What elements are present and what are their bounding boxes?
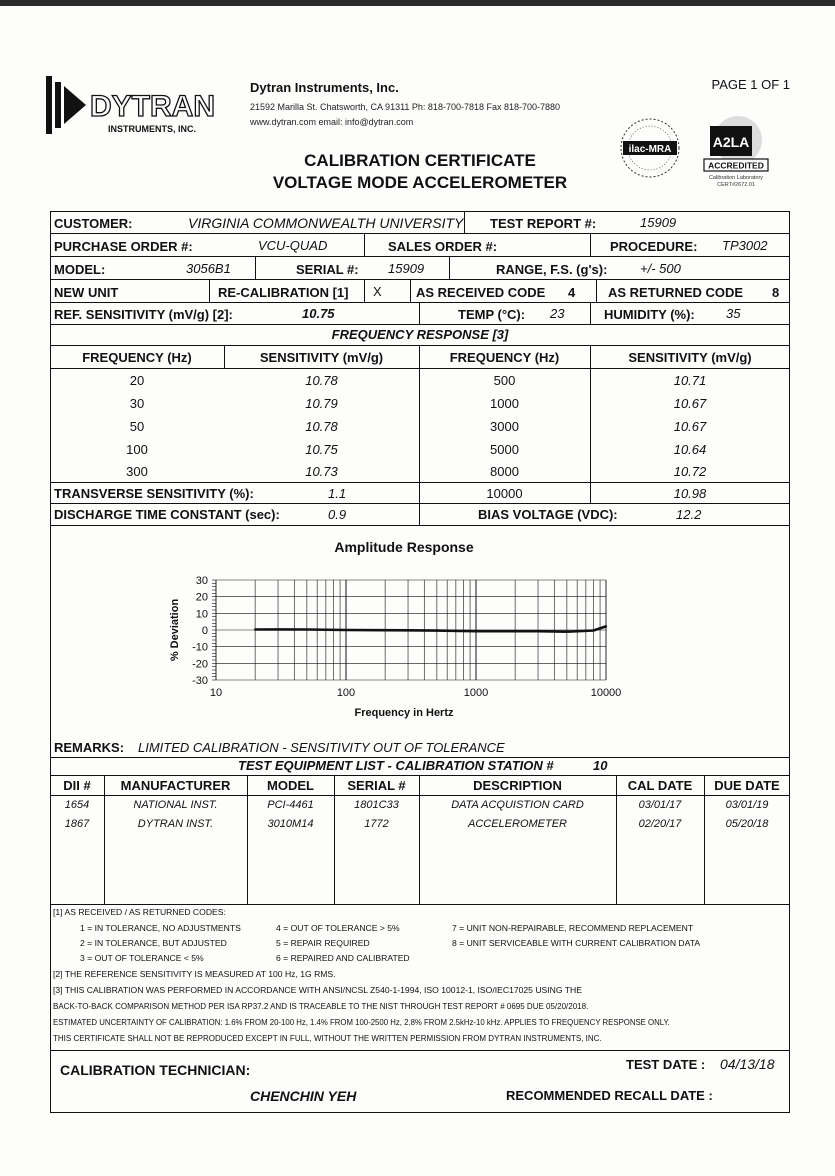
web-email-line: www.dytran.com email: info@dytran.com bbox=[250, 117, 414, 127]
rule bbox=[50, 345, 790, 346]
remarks-label: REMARKS: bbox=[54, 740, 125, 755]
freq-cell: 5000 bbox=[490, 442, 519, 457]
as-returned-value: 8 bbox=[772, 285, 780, 300]
freq-cell: 1000 bbox=[490, 396, 519, 411]
equip-header: DII # bbox=[63, 778, 91, 793]
freq-cell: 500 bbox=[493, 373, 516, 388]
equip-header: MANUFACTURER bbox=[120, 778, 231, 793]
rule bbox=[50, 503, 790, 504]
code-7: 7 = UNIT NON-REPAIRABLE, RECOMMEND REPLACEMENT bbox=[452, 923, 694, 933]
temp-label: TEMP (°C): bbox=[458, 307, 526, 322]
equip-cell: 1801C33 bbox=[354, 799, 399, 811]
equip-header: DUE DATE bbox=[714, 778, 780, 793]
freq-header-1: FREQUENCY (Hz) bbox=[82, 350, 192, 365]
y-tick-label: 10 bbox=[195, 608, 208, 621]
y-tick-label: 20 bbox=[195, 591, 208, 604]
bias-value: 12.2 bbox=[676, 507, 702, 522]
deviation-point bbox=[306, 628, 308, 630]
deviation-point bbox=[475, 630, 477, 632]
equip-cell: PCI-4461 bbox=[267, 799, 314, 811]
deviation-point bbox=[605, 625, 607, 627]
x-tick-label: 10 bbox=[209, 687, 223, 699]
as-received-value: 4 bbox=[568, 285, 576, 300]
model-value: 3056B1 bbox=[186, 261, 231, 276]
sens-cell: 10.78 bbox=[305, 419, 338, 434]
company-name: Dytran Instruments, Inc. bbox=[250, 80, 399, 95]
freq-cell: 8000 bbox=[490, 464, 519, 479]
discharge-label: DISCHARGE TIME CONSTANT (sec): bbox=[54, 507, 280, 522]
sens-cell: 10.73 bbox=[305, 464, 338, 479]
rule bbox=[50, 302, 790, 303]
rule bbox=[50, 795, 790, 796]
x-tick-label: 1000 bbox=[463, 687, 489, 699]
equipment-title: TEST EQUIPMENT LIST - CALIBRATION STATION # bbox=[238, 758, 554, 773]
logo-wordmark: DYTRAN bbox=[90, 90, 215, 123]
y-axis-label: % Deviation bbox=[169, 598, 181, 662]
technician-name: CHENCHIN YEH bbox=[250, 1088, 357, 1104]
equip-cell: 03/01/17 bbox=[638, 799, 682, 811]
sens-cell: 10.98 bbox=[673, 486, 707, 501]
rule bbox=[50, 904, 790, 905]
note-4: THIS CERTIFICATE SHALL NOT BE REPRODUCED EXCEPT IN FULL, WITHOUT THE WRITTEN PERMISSION FROM DYTRAN INSTRUMENTS, INC. bbox=[53, 1034, 602, 1043]
test-report-value: 15909 bbox=[640, 215, 677, 230]
discharge-value: 0.9 bbox=[328, 507, 347, 522]
code-4: 4 = OUT OF TOLERANCE > 5% bbox=[276, 923, 400, 933]
title-line-2: VOLTAGE MODE ACCELEROMETER bbox=[272, 173, 568, 192]
freq-cell: 3000 bbox=[490, 419, 519, 434]
equip-cell: 02/20/17 bbox=[638, 818, 682, 830]
code-6: 6 = REPAIRED AND CALIBRATED bbox=[276, 953, 410, 963]
transverse-value: 1.1 bbox=[328, 486, 347, 501]
page-number: PAGE 1 OF 1 bbox=[711, 77, 790, 92]
deviation-point bbox=[566, 631, 568, 633]
rule bbox=[50, 368, 790, 369]
freq-cell: 30 bbox=[129, 396, 145, 411]
company-address bbox=[250, 100, 560, 130]
customer-label: CUSTOMER: bbox=[54, 216, 133, 231]
equip-header: DESCRIPTION bbox=[473, 778, 562, 793]
rule bbox=[50, 324, 790, 325]
equip-cell: 03/01/19 bbox=[725, 799, 769, 811]
freq-cell: 300 bbox=[126, 464, 148, 479]
sens-cell: 10.71 bbox=[673, 373, 707, 388]
test-date-label: TEST DATE : bbox=[626, 1057, 706, 1072]
serial-value: 15909 bbox=[388, 261, 425, 276]
title-line-1: CALIBRATION CERTIFICATE bbox=[304, 151, 536, 170]
deviation-point bbox=[436, 629, 438, 631]
x-tick-label: 100 bbox=[336, 687, 356, 699]
deviation-point bbox=[277, 628, 279, 630]
frequency-response-title: FREQUENCY RESPONSE [3] bbox=[331, 327, 509, 342]
po-value: VCU-QUAD bbox=[258, 238, 328, 253]
sens-cell: 10.64 bbox=[673, 442, 707, 457]
deviation-point bbox=[537, 630, 539, 632]
equip-cell: DYTRAN INST. bbox=[137, 818, 214, 830]
equip-header: CAL DATE bbox=[627, 778, 693, 793]
technician-label: CALIBRATION TECHNICIAN: bbox=[60, 1062, 251, 1078]
rule bbox=[50, 256, 790, 257]
remarks-text: LIMITED CALIBRATION - SENSITIVITY OUT OF TOLERANCE bbox=[138, 740, 505, 755]
customer-value: VIRGINIA COMMONWEALTH UNIVERSITY bbox=[188, 215, 464, 231]
po-label: PURCHASE ORDER #: bbox=[54, 239, 193, 254]
equip-cell: DATA ACQUISTION CARD bbox=[451, 799, 584, 811]
code-2: 2 = IN TOLERANCE, BUT ADJUSTED bbox=[80, 938, 227, 948]
rule bbox=[50, 233, 790, 234]
humidity-label: HUMIDITY (%): bbox=[604, 307, 695, 322]
sens-header-1: SENSITIVITY (mV/g) bbox=[259, 350, 384, 365]
note-3a: [3] THIS CALIBRATION WAS PERFORMED IN ACCORDANCE WITH ANSI/NCSL Z540-1-1994, ISO 10012-1, ISO/IEC17025 USING THE bbox=[53, 985, 582, 995]
procedure-label: PROCEDURE: bbox=[610, 239, 698, 254]
freq-cell: 50 bbox=[129, 419, 145, 434]
sens-cell: 10.72 bbox=[673, 464, 707, 479]
code-8: 8 = UNIT SERVICEABLE WITH CURRENT CALIBRATION DATA bbox=[452, 938, 701, 948]
codes-title: [1] AS RECEIVED / AS RETURNED CODES: bbox=[53, 907, 226, 917]
serial-label: SERIAL #: bbox=[296, 262, 359, 277]
test-date-value: 04/13/18 bbox=[720, 1056, 775, 1072]
rule bbox=[50, 482, 790, 483]
deviation-point bbox=[254, 628, 256, 630]
equip-header: SERIAL # bbox=[347, 778, 406, 793]
equip-cell: 1867 bbox=[64, 818, 90, 830]
ref-sensitivity-value: 10.75 bbox=[302, 306, 335, 321]
y-tick-label: 0 bbox=[201, 625, 208, 637]
sens-cell: 10.67 bbox=[673, 396, 707, 411]
sens-cell: 10.79 bbox=[305, 396, 338, 411]
new-unit-label: NEW UNIT bbox=[54, 285, 119, 300]
note-2: [2] THE REFERENCE SENSITIVITY IS MEASURED AT 100 Hz, 1G RMS. bbox=[53, 969, 336, 979]
model-label: MODEL: bbox=[54, 262, 106, 277]
y-tick-label: -10 bbox=[192, 641, 208, 654]
recalibration-mark: X bbox=[373, 284, 382, 299]
ilac-mark: ilac-MRA bbox=[628, 144, 672, 155]
code-3: 3 = OUT OF TOLERANCE < 5% bbox=[80, 953, 204, 963]
x-tick-label: 10000 bbox=[590, 687, 622, 699]
range-label: RANGE, F.S. (g's): bbox=[496, 262, 608, 277]
range-value: +/- 500 bbox=[640, 261, 681, 276]
as-returned-label: AS RETURNED CODE bbox=[608, 285, 744, 300]
humidity-value: 35 bbox=[726, 306, 741, 321]
deviation-point bbox=[345, 629, 347, 631]
equip-cell: 1654 bbox=[64, 799, 90, 811]
bias-label: BIAS VOLTAGE (VDC): bbox=[478, 507, 618, 522]
y-tick-label: 30 bbox=[195, 575, 208, 587]
dytran-logo bbox=[46, 74, 216, 136]
accreditation-badges bbox=[620, 114, 770, 192]
freq-header-2: FREQUENCY (Hz) bbox=[449, 350, 560, 365]
equip-cell: ACCELEROMETER bbox=[467, 818, 568, 830]
freq-cell: 10000 bbox=[486, 486, 523, 501]
as-received-label: AS RECEIVED CODE bbox=[416, 285, 546, 300]
equip-cell: 1772 bbox=[364, 818, 389, 830]
certificate-title bbox=[250, 150, 590, 194]
rule bbox=[50, 775, 790, 776]
address-line: 21592 Marilla St. Chatsworth, CA 91311 Ph: 818-700-7818 Fax 818-700-7880 bbox=[250, 102, 561, 112]
sens-cell: 10.78 bbox=[305, 373, 338, 388]
sens-cell: 10.75 bbox=[305, 442, 338, 457]
equip-cell: 05/20/18 bbox=[725, 818, 769, 830]
lab-label: Calibration Laboratory bbox=[708, 175, 764, 181]
amplitude-response-chart bbox=[52, 530, 788, 740]
transverse-label: TRANSVERSE SENSITIVITY (%): bbox=[54, 486, 254, 501]
x-axis-label: Frequency in Hertz bbox=[354, 707, 454, 719]
rule bbox=[50, 279, 790, 280]
cert-number: CERT#2672.01 bbox=[717, 182, 755, 188]
freq-cell: 20 bbox=[129, 373, 145, 388]
top-edge-bar bbox=[0, 0, 835, 6]
recalibration-label: RE-CALIBRATION [1] bbox=[218, 285, 349, 300]
temp-value: 23 bbox=[550, 306, 565, 321]
y-tick-label: -30 bbox=[192, 675, 208, 687]
station-number: 10 bbox=[593, 758, 608, 773]
ref-sensitivity-label: REF. SENSITIVITY (mV/g) [2]: bbox=[54, 307, 233, 322]
rule bbox=[50, 525, 790, 526]
freq-cell: 100 bbox=[126, 442, 148, 457]
equip-cell: NATIONAL INST. bbox=[133, 799, 218, 811]
a2la-mark: A2LA bbox=[712, 134, 750, 150]
deviation-point bbox=[592, 629, 594, 631]
code-5: 5 = REPAIR REQUIRED bbox=[276, 938, 370, 948]
chart-title: Amplitude Response bbox=[334, 539, 474, 555]
logo-subtext: INSTRUMENTS, INC. bbox=[108, 124, 197, 134]
equip-cell: 3010M14 bbox=[267, 818, 314, 830]
accredited-label: ACCREDITED bbox=[708, 160, 764, 171]
recall-date-label: RECOMMENDED RECALL DATE : bbox=[506, 1088, 713, 1103]
sens-cell: 10.67 bbox=[673, 419, 707, 434]
sens-header-2: SENSITIVITY (mV/g) bbox=[628, 350, 752, 365]
code-1: 1 = IN TOLERANCE, NO ADJUSTMENTS bbox=[80, 923, 241, 933]
equip-header: MODEL bbox=[267, 778, 314, 793]
deviation-point bbox=[407, 629, 409, 631]
procedure-value: TP3002 bbox=[722, 238, 768, 253]
rule bbox=[50, 1050, 790, 1051]
y-tick-label: -20 bbox=[192, 658, 208, 671]
test-report-label: TEST REPORT #: bbox=[490, 216, 597, 231]
sales-order-label: SALES ORDER #: bbox=[388, 239, 498, 254]
note-3b: BACK-TO-BACK COMPARISON METHOD PER ISA RP37.2 AND IS TRACEABLE TO THE NIST THROUGH TEST REPORT # 0695 DUE 05/20/2018. bbox=[53, 1002, 589, 1011]
note-3c: ESTIMATED UNCERTAINTY OF CALIBRATION: 1.6% FROM 20-100 Hz, 1.4% FROM 100-2500 Hz, 2.8% FROM 2.5kHz-10 kHz. APPLIES TO FREQUENCY RESPONSE ONLY. bbox=[53, 1018, 670, 1027]
